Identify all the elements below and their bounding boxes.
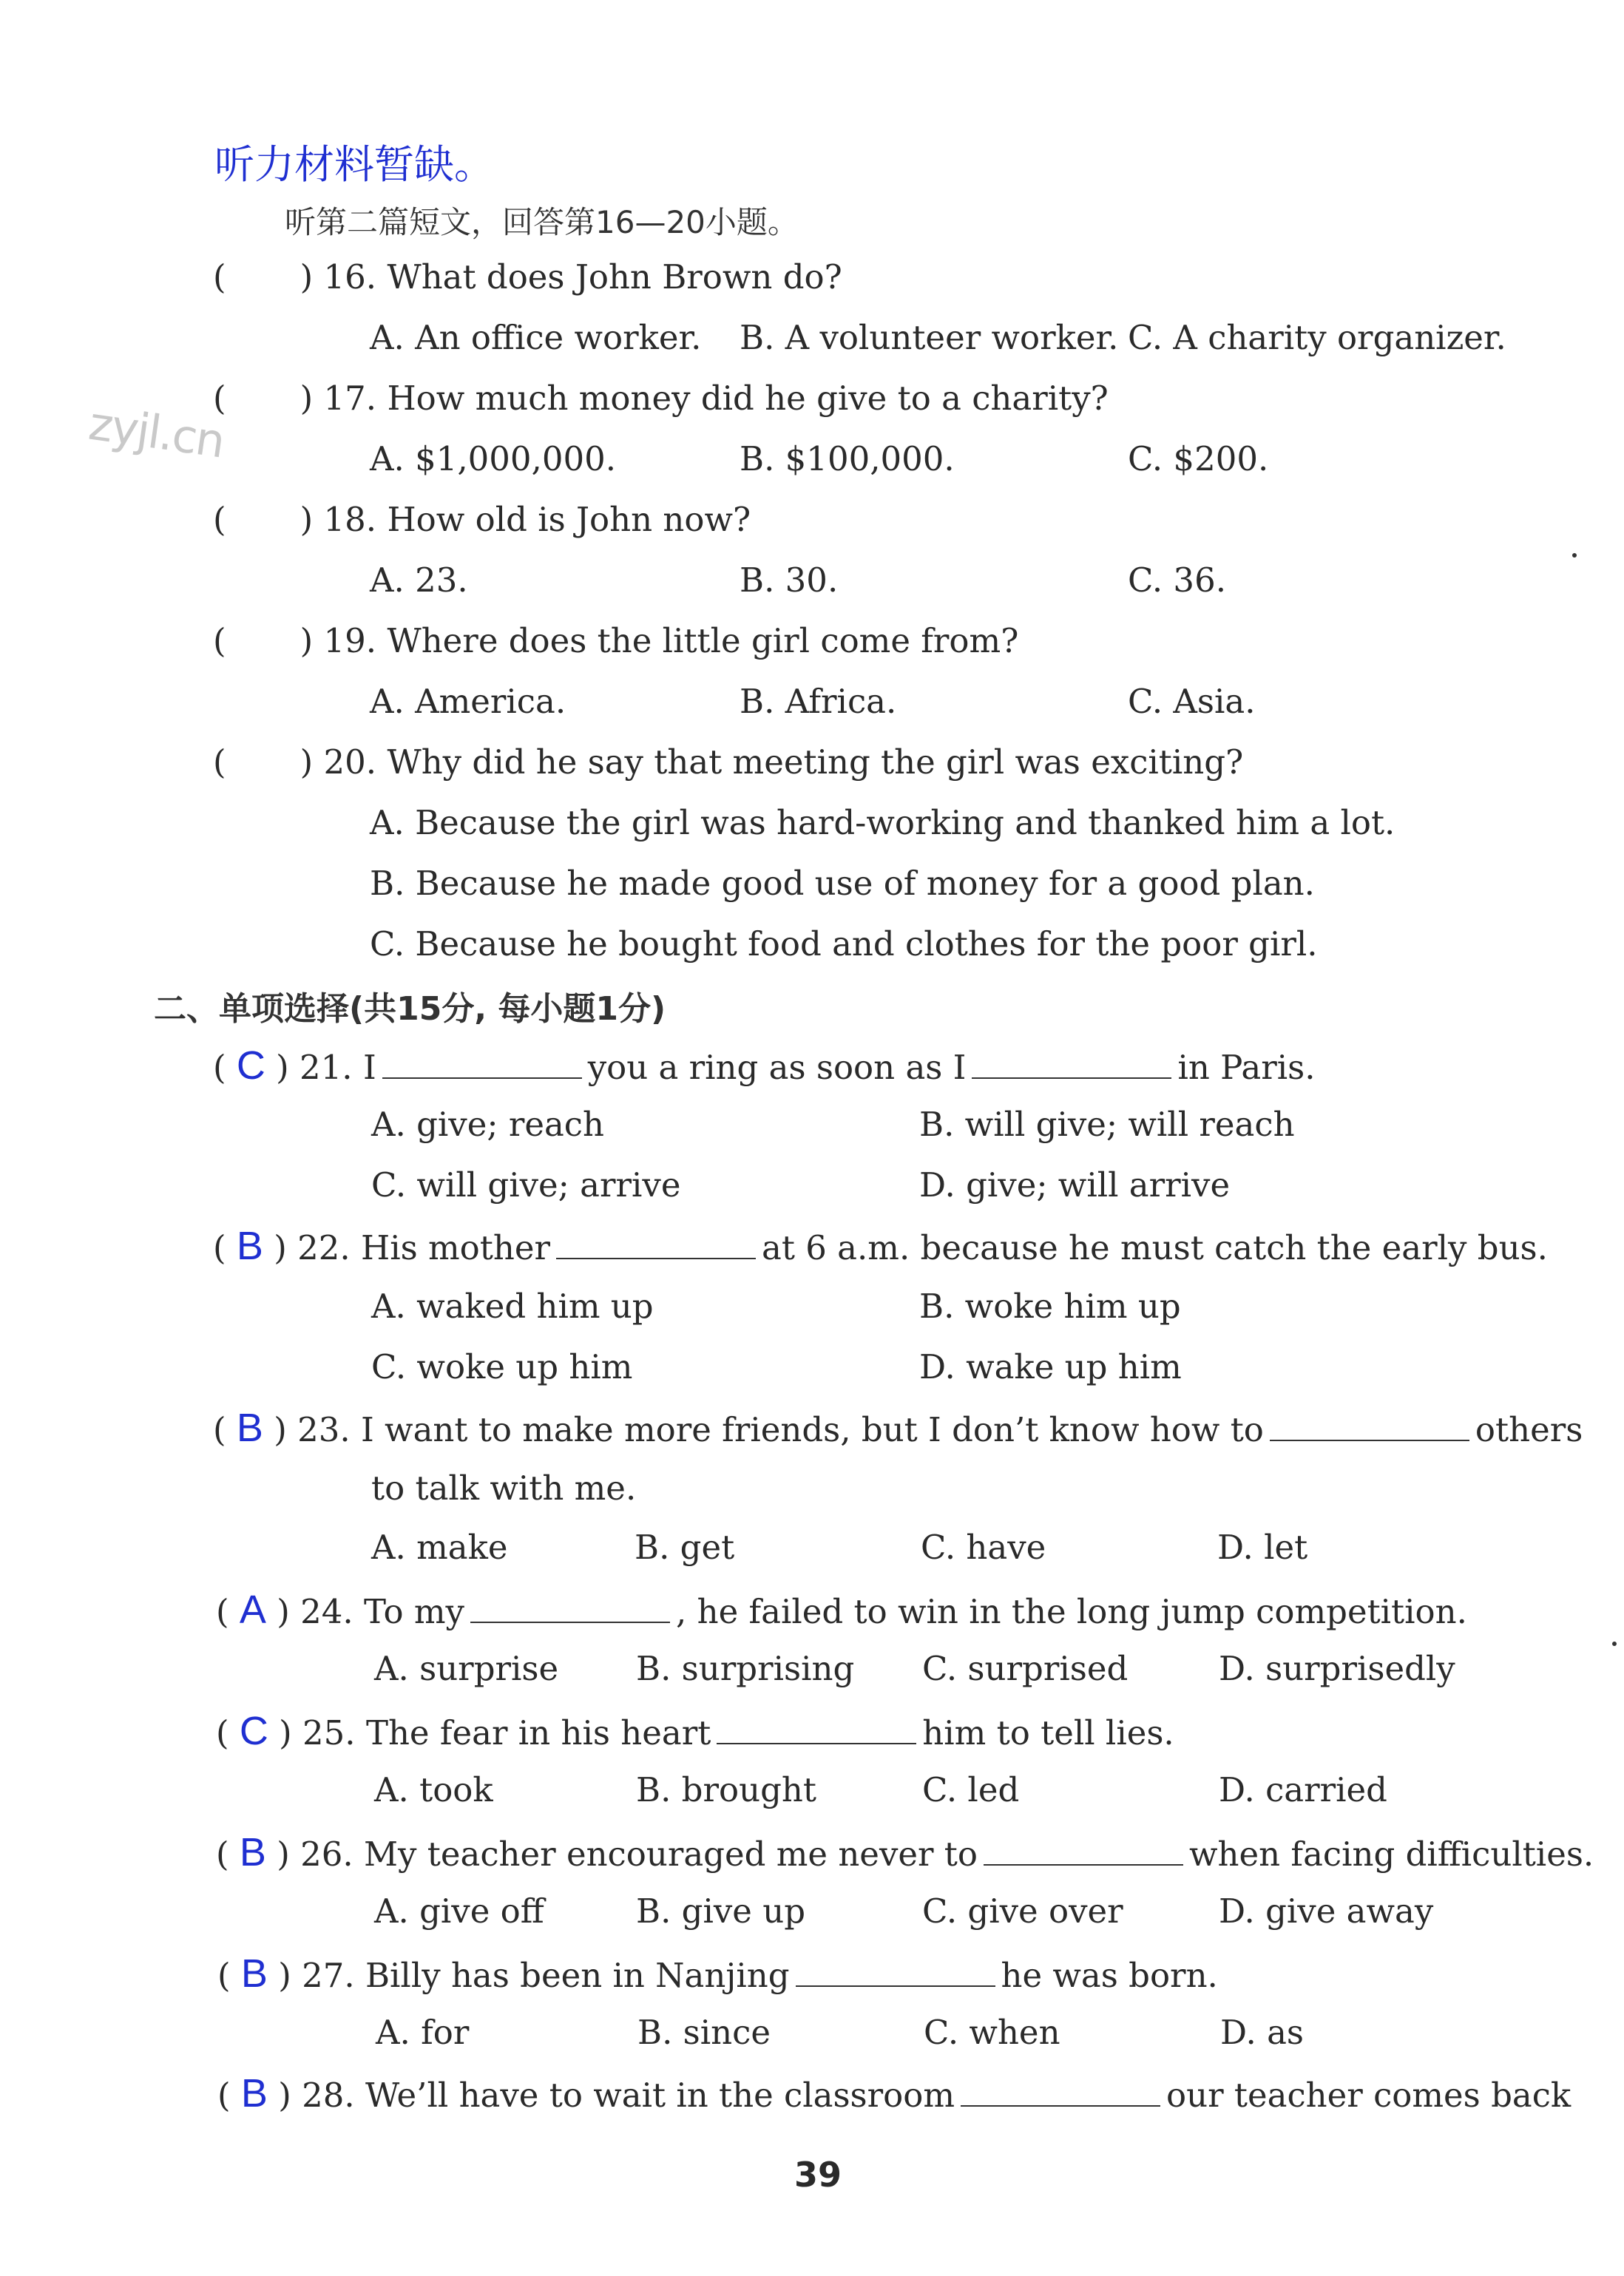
answer-mark: B <box>236 1406 263 1450</box>
option: D. carried <box>1219 1770 1387 1809</box>
question-16: ( ) 16. What does John Brown do? <box>213 257 842 297</box>
answer-mark: B <box>240 1951 268 1996</box>
option: B. Because he made good use of money for a good plan. <box>370 864 1315 903</box>
option: C. will give; arrive <box>371 1165 681 1205</box>
answer-blank <box>984 1863 1183 1866</box>
answer-mark: C <box>236 1043 265 1088</box>
question-continuation: to talk with me. <box>371 1469 637 1508</box>
option: A. took <box>374 1770 493 1809</box>
answer-blank <box>796 1985 995 1987</box>
option: B. woke him up <box>919 1287 1181 1326</box>
watermark: zyjl.cn <box>85 396 227 469</box>
option: D. give away <box>1219 1891 1434 1931</box>
option: A. surprise <box>374 1649 559 1688</box>
answer-blank <box>717 1742 916 1744</box>
option: A. America. <box>370 682 566 721</box>
section-title: 二、单项选择(共15分, 每小题1分) <box>154 990 666 1028</box>
answer-blank <box>961 2104 1160 2107</box>
option: B. get <box>635 1528 735 1567</box>
option: D. give; will arrive <box>919 1165 1231 1205</box>
answer-mark: A <box>239 1588 266 1632</box>
question-20: ( ) 20. Why did he say that meeting the girl was exciting? <box>213 742 1244 782</box>
option: B. will give; will reach <box>919 1105 1295 1144</box>
option: C. woke up him <box>371 1347 633 1386</box>
question-17: ( ) 17. How much money did he give to a charity? <box>213 379 1109 418</box>
option: C. Because he bought food and clothes for the poor girl. <box>370 924 1318 963</box>
margin-speck <box>1572 553 1577 558</box>
question-23: ( B ) 23. I want to make more friends, but I don’t know how to others <box>213 1406 1583 1450</box>
option: A. 23. <box>370 560 468 600</box>
answer-blank <box>972 1077 1171 1079</box>
option: B. since <box>637 2013 771 2052</box>
option: C. 36. <box>1128 560 1227 600</box>
option: B. brought <box>636 1770 816 1809</box>
option: A. for <box>376 2013 470 2052</box>
option: B. Africa. <box>740 682 897 721</box>
option: C. give over <box>922 1891 1123 1931</box>
passage-intro: 听第二篇短文，回答第16—20小题。 <box>285 204 799 240</box>
option: D. as <box>1220 2013 1305 2052</box>
option: C. led <box>922 1770 1020 1809</box>
answer-blank <box>470 1621 670 1623</box>
option: C. A charity organizer. <box>1128 318 1506 357</box>
question-21: ( C ) 21. I you a ring as soon as I in Paris. <box>213 1043 1316 1088</box>
answer-mark: C <box>239 1709 268 1753</box>
option: A. Because the girl was hard-working and thanked him a lot. <box>370 803 1395 842</box>
option: D. let <box>1217 1528 1308 1567</box>
margin-speck <box>1612 1642 1617 1646</box>
option: A. waked him up <box>371 1287 654 1326</box>
option: C. when <box>924 2013 1060 2052</box>
option: A. $1,000,000. <box>370 439 617 478</box>
option: B. 30. <box>740 560 839 600</box>
option: A. give; reach <box>371 1105 604 1144</box>
question-22: ( B ) 22. His mother at 6 a.m. because he must catch the early bus. <box>213 1224 1548 1268</box>
option: C. surprised <box>922 1649 1129 1688</box>
question-27: ( B ) 27. Billy has been in Nanjing he was born. <box>217 1951 1218 1996</box>
option: D. surprisedly <box>1219 1649 1455 1688</box>
option: A. make <box>371 1528 508 1567</box>
option: C. Asia. <box>1128 682 1256 721</box>
answer-mark: B <box>240 2071 268 2116</box>
option: B. A volunteer worker. <box>740 318 1119 357</box>
answer-blank <box>1270 1439 1469 1441</box>
option: A. An office worker. <box>370 318 702 357</box>
question-19: ( ) 19. Where does the little girl come from? <box>213 621 1019 660</box>
option: A. give off <box>374 1891 544 1931</box>
option: D. wake up him <box>919 1347 1182 1386</box>
question-24: ( A ) 24. To my , he failed to win in the long jump competition. <box>216 1588 1467 1632</box>
listening-note: 听力材料暂缺。 <box>214 141 494 188</box>
question-25: ( C ) 25. The fear in his heart him to tell lies. <box>216 1709 1174 1753</box>
question-26: ( B ) 26. My teacher encouraged me never to when facing difficulties. <box>216 1830 1594 1874</box>
answer-mark: B <box>236 1224 263 1268</box>
answer-mark: B <box>239 1830 266 1874</box>
option: C. have <box>921 1528 1046 1567</box>
option: B. $100,000. <box>740 439 955 478</box>
option: C. $200. <box>1128 439 1269 478</box>
option: B. give up <box>636 1891 806 1931</box>
answer-blank <box>556 1257 756 1259</box>
question-18: ( ) 18. How old is John now? <box>213 500 751 539</box>
page-number: 39 <box>794 2155 842 2195</box>
question-28: ( B ) 28. We’ll have to wait in the classroom our teacher comes back <box>217 2071 1571 2116</box>
answer-blank <box>382 1077 582 1079</box>
option: B. surprising <box>636 1649 855 1688</box>
